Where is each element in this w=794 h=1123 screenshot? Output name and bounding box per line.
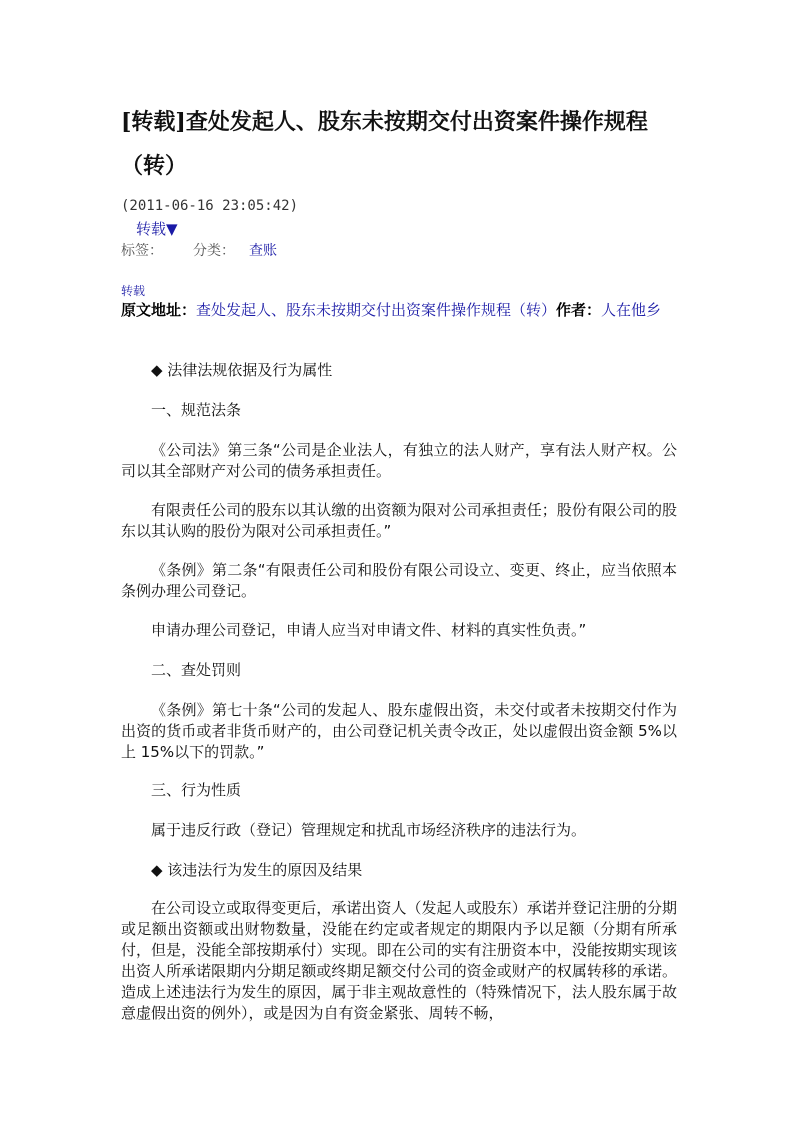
section-heading-causes: ◆ 该违法行为发生的原因及结果 bbox=[151, 861, 363, 879]
section-heading-legal-basis: ◆ 法律法规依据及行为属性 bbox=[151, 361, 333, 379]
author-label: 作者： bbox=[556, 301, 602, 319]
paragraph-nature: 属于违反行政（登记）管理规定和扰乱市场经济秩序的违法行为。 bbox=[151, 821, 587, 839]
paragraph-applicant-responsibility: 申请办理公司登记，申请人应当对申请文件、材料的真实性负责。” bbox=[151, 621, 587, 639]
tags-label: 标签： bbox=[121, 243, 163, 259]
subheading-regulations: 一、规范法条 bbox=[151, 401, 242, 419]
original-address-label: 原文地址： bbox=[121, 301, 197, 319]
author-link[interactable]: 人在他乡 bbox=[601, 301, 662, 319]
category-label: 分类： bbox=[193, 243, 235, 259]
original-source bbox=[121, 299, 677, 321]
post-date: (2011-06-16 23:05:42) bbox=[121, 198, 299, 214]
paragraph-causes: 在公司设立或取得变更后，承诺出资人（发起人或股东）承诺并登记注册的分期或足额出资额或出财物数量，没能在约定或者规定的期限内予以足额（分期有所承付，但是，没能全部按期承付）实现。即在公司的实有注册资本中，没能按期实现该出资人所承诺限期内分期足额或终期足额交付公司的资金或财产的权属转移的承诺。造成上述违法行为发生的原因，属于非主观故意性的（特殊情况下，法人股东属于故意虚假出资的例外），或是因为自有资金紧张、周转不畅， bbox=[121, 899, 677, 1022]
paragraph-regulation-article-70: 《条例》第七十条“公司的发起人、股东虚假出资，未交付或者未按期交付作为出资的货币或者非货币财产的，由公司登记机关责令改正，处以虚假出资金额 5%以上 15%以下的罚款。” bbox=[121, 701, 677, 761]
post-title: [转载]查处发起人、股东未按期交付出资案件操作规程（转） bbox=[121, 109, 648, 179]
subheading-nature: 三、行为性质 bbox=[151, 781, 242, 799]
paragraph-company-law: 《公司法》第三条“公司是企业法人，有独立的法人财产，享有法人财产权。公司以其全部财产对公司的债务承担责任。 bbox=[121, 441, 677, 480]
post-meta bbox=[121, 240, 277, 260]
category-link[interactable]: 查账 bbox=[249, 243, 277, 259]
repost-tag[interactable]: 转载 bbox=[121, 284, 146, 298]
subheading-penalties: 二、查处罚则 bbox=[151, 661, 242, 679]
paragraph-regulation-article-2: 《条例》第二条“有限责任公司和股份有限公司设立、变更、终止，应当依照本条例办理公司登记。 bbox=[121, 561, 677, 600]
paragraph-shareholder-liability: 有限责任公司的股东以其认缴的出资额为限对公司承担责任；股份有限公司的股东以其认购的股份为限对公司承担责任。” bbox=[121, 501, 677, 540]
original-address-link[interactable]: 查处发起人、股东未按期交付出资案件操作规程（转） bbox=[196, 301, 557, 319]
repost-button[interactable]: 转载▼ bbox=[136, 220, 178, 238]
